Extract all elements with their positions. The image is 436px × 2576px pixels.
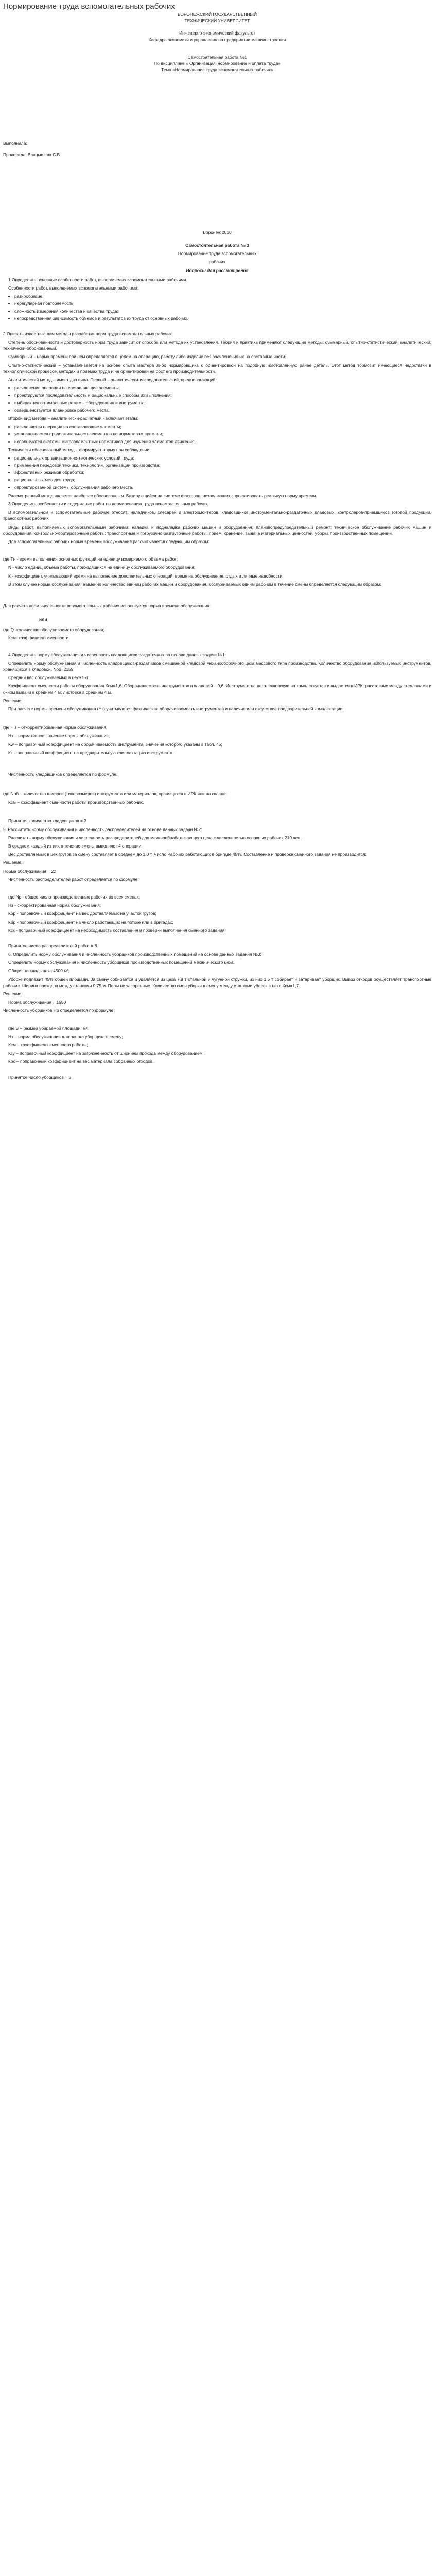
q6-paragraph: Нз – норма обслуживания для одного уборщика в смену; (8, 1033, 123, 1039)
q4-paragraph: Нз – нормативное значение нормы обслуживания; (8, 733, 110, 739)
q4b-paragraph: Ксм – коэффициент сменности работы производственных рабочих. (8, 800, 144, 805)
or-label: или (39, 617, 47, 622)
city-year: Воронеж 2010 (203, 230, 232, 235)
q2-paragraph: Рассмотренный метод является наиболее обоснованным. Базирующийся на системе факторов, позволяющих спроектировать реальную норму времени. (8, 493, 317, 498)
q2-paragraph: Суммарный – норма времени при нем определяется в целом на операцию, работу либо изделие без расчленения их на составные части. (8, 354, 286, 360)
work3-subtitle-1: Нормирование труда вспомогательных (178, 251, 257, 257)
q6-paragraph: Определить норму обслуживания и численность уборщиков производственных помещений механического цеха: (8, 960, 235, 965)
list-item: • рациональных организационно-технических условий труда; (14, 455, 431, 461)
formula1-explain: К - коэффициент, учитывающий время на выполнение дополнительных операций, время на обслуживание, отдых и личные надобности. (8, 573, 284, 579)
q5-paragraph: Кбр - поправочный коэффициент на число работающих на потоке или в бригадах; (8, 919, 173, 925)
q4-paragraph: Коэффициент сменности работы оборудования Ксм=1,6. Оборачиваемость инструментов в кладовой – 0,6. Инструмент на деталенковскую на комплектуется и выдается в ИРК; расстояние между стеллажами и окном выдачи в среднем 4 м; листовка в среднем 4 м. (3, 683, 431, 695)
list-item: • применения передовой техники, технологии, организации производства; (14, 462, 431, 468)
q2-paragraph: Опытно-статистический – устанавливается на основе опыта мастера либо нормировщика с ориентировкой на подобную изготовленную ранее деталь. Этот метод тормозит имеющиеся недостатки в технологической процессе, методах и приемах труда и не ориентирован на рост его производительности. (3, 362, 431, 374)
q6-paragraph: Уборке подлежит 45% общей площади. За смену собирается и удаляется из цеха 7,8 т стальной и чугунной стружки, из них 1,5 т собирает и затаривает уборщик. Вывоз отходов осуществляет транспортные рабочие. Ширина проходов между станками 0,75 м. Полы не засоренные. Количество смен уборки в смену между станками уборок в цехе Ксм=1,7. (3, 976, 431, 988)
q5-paragraph: В среднем каждый из них в течение смены выполняет 4 операции; (8, 843, 143, 849)
q4-paragraph: где Н'з – откорректированная норма обслуживания; (3, 725, 108, 731)
questions-heading: Вопросы для рассмотрения (186, 267, 249, 273)
list-item: • эффективных режимов обработки; (14, 469, 431, 476)
q4-paragraph: Кw – поправочный коэффициент на оборачиваемость инструмента, значения которого указаны в табл. 45; (8, 741, 222, 747)
list-item: • расчленяется операция на составляющие элементы; (14, 423, 431, 430)
list-item: • разнообразие; (14, 293, 431, 299)
q4b-result: Принятая количество кладовщиков = 3 (8, 818, 86, 824)
list-item: • проектируются последовательность и рациональные способы их выполнения; (14, 392, 431, 398)
q2-paragraph: Второй вид метода – аналитически-расчетный - включает этапы: (8, 415, 138, 421)
q5-paragraph: Нз - скорректированная норма обслуживания; (8, 903, 101, 908)
discipline: По дисциплине « Организация, нормирование и оплата труда» (154, 60, 281, 66)
q5-paragraph: Кор - поправочный коэффициент на вес доставляемых на участок грузов; (8, 911, 156, 917)
question-4: 4.Определить норму обслуживания и численность кладовщиков раздаточных на основе данных задачи №1: (8, 652, 226, 657)
work3-subtitle-2: рабочих (209, 259, 225, 265)
work3-section (3, 242, 431, 1082)
list-item: • спроектированной системы обслуживания рабочего места. (14, 484, 431, 490)
question-6: 6. Определить норму обслуживания и численность уборщиков производственных помещений на основе данных задания №3: (8, 952, 261, 957)
q3-paragraph: Для вспомогательных рабочих норма времени обслуживания рассчитывается следующим образом: (8, 538, 210, 544)
q3-paragraph: В вспомогательном и вспомогательные рабочие относят: наладчиков, слесарей и электромонтеров, кладовщиков инструментально-раздаточных кладовых, контролеров-приемщиков готовой продукции, транспортных рабочих. (3, 510, 431, 521)
q5-result: Принятое число распределителей работ = 6 (8, 943, 97, 948)
q4-paragraph: Кк – поправочный коэффициент на предварительную комплектацию инструмента. (8, 750, 174, 755)
list-item: • сложность измерения количества и качества труда; (14, 308, 431, 314)
formula1-explain: В этом случае норма обслуживания, а именно количество единиц рабочих машин и оборудования, обслуживаемых одним рабочим в течение смены определяется следующим образом: (8, 581, 381, 587)
work3-title: Самостоятельная работа № 3 (185, 243, 249, 248)
q6-paragraph: Норма обслуживания = 1550 (8, 999, 66, 1005)
q6-paragraph: Кос – поправочный коэффициент на вес материала собранных отходов. (8, 1059, 154, 1064)
formula2-explain: Ксм- коэффициент сменности. (8, 635, 70, 641)
formula1-explain: где Тн - время выполнения основных функций на единицу измеряемого объема работ; (3, 556, 178, 562)
formula1-explain: N - число единиц объема работы, приходящихся на единицу обслуживаемого оборудования; (8, 565, 196, 570)
formula2-explain: Для расчета норм численности вспомогательных рабочих используется норма времени обслуживания: (3, 603, 211, 608)
list-item: • расчленение операции на составляющие элементы; (14, 385, 431, 391)
list-item: • совершенствуется планировка рабочего места. (14, 407, 431, 413)
list-item: • используются системы микроэлементных нормативов для изучения элементов движения. (14, 438, 431, 445)
q2-list-2 (3, 423, 431, 445)
question-3: 3.Определить особенности и содержание работ по нормированию труда вспомогательных рабочих. (8, 501, 210, 506)
list-item: • выбираются оптимальные режимы оборудования и инструмента; (14, 400, 431, 406)
solution-label: Решение: (3, 860, 23, 866)
q5-paragraph: Кск - поправочный коэффициент на необходимость составления и проверки выполнения сменного задания. (8, 927, 226, 933)
q6-paragraph: Численность уборщиков Нр определяется по формуле: (3, 1008, 115, 1013)
department-name: Кафедра экономики и управления на предприятии машиностроения (148, 37, 286, 42)
question-1: 1.Определить основные особенности работ, выполняемых вспомогательными рабочими. (8, 277, 187, 282)
q1-list (3, 293, 431, 321)
q5-paragraph: Вес доставляемых в цех грузов за смену составляет в среднем до 1,0 т. Число Рабочих работающих в бригаде 45%. Составление и проверка сменного задания не производится; (8, 852, 367, 857)
topic: Тема «Нормирование труда вспомогательных рабочих» (161, 67, 273, 73)
q4b-paragraph: где Nоб – количество шифров (типоразмеров) инструмента или материалов, хранящихся в ИРК или на складе; (3, 791, 227, 797)
document-title: Нормирование труда вспомогательных рабочих (3, 2, 175, 11)
q4-paragraph: При расчете нормы времени обслуживания (Нз) учитывается фактическая оборачиваемость инструментов и наличие или отсутствие предварительной комплектации: (8, 706, 344, 711)
q4b-paragraph: Численность кладовщиков определяется по формуле: (8, 771, 118, 777)
work-number: Самостоятельная работа №1 (187, 54, 247, 60)
solution-label: Решение: (3, 991, 23, 996)
q1-lead: Особенности работ, выполняемых вспомогательными рабочими: (8, 285, 139, 291)
q2-paragraph: Технически обоснованный метод – формирует норму при соблюдении: (8, 447, 151, 452)
q5-paragraph: Численность распределителей работ определяется по формуле: (8, 876, 139, 882)
q3-paragraph: Виды работ, выполняемых вспомогательными рабочими: наладка и подналадка рабочих машин и оборудования; плановопредупредительный ремонт; техническое обслуживание рабочих машин и оборудования, контрольно-сортировочные работы; транспортные и погрузочно-разгрузочные работы; прием, хранение, выдача материальных ценностей; уборка производственных помещений. (3, 524, 431, 536)
title-page-header (3, 11, 431, 73)
list-item: • нерегулярная повторяемость; (14, 300, 431, 307)
university-name-line1: ВОРОНЕЖСКИЙ ГОСУДАРСТВЕННЫЙ (178, 12, 257, 17)
q6-paragraph: Общая площадь цеха 4500 м²; (8, 968, 70, 974)
q2-paragraph: Аналитический метод – имеет два вида. Первый – аналитически-исследовательский, предполагающий: (8, 377, 217, 382)
list-item: • устанавливается продолжительность элементов по нормативам времени; (14, 431, 431, 437)
performed-by: Выполнила: (3, 141, 27, 146)
q2-paragraph: Степень обоснованности и достоверность норм труда зависит от способа или метода их установления. Теория и практика применяют следующие методы: суммарный, опытно-статистический, аналитический; технически-обоснованный. (3, 340, 431, 351)
q2-list-3 (3, 455, 431, 490)
q6-paragraph: где S – размер убираемой площади, м²; (8, 1025, 89, 1031)
q6-result: Принятое число уборщиков = 3 (8, 1074, 72, 1080)
q5-paragraph: где Nр - общее число производственных рабочих во всех сменах; (8, 894, 141, 900)
q5-paragraph: Норма обслуживания = 22 (3, 868, 56, 874)
list-item: • непосредственная зависимость объемов и результатов их труда от основных рабочих. (14, 315, 431, 321)
q4-paragraph: Определить норму обслуживания и численность кладовщиков-раздатчиков смешанной кладовой механосборочного цеха массового типа производства. Количество оборудования используемых инструментов, хранящихся в кладовой, Nоб=2159 (3, 660, 431, 672)
q6-paragraph: Кзу – поправочный коэффициент на загрязненность от шириины прохода между оборудованием; (8, 1050, 204, 1056)
solution-label: Решение: (3, 698, 23, 703)
faculty-name: Инженерно-экономический факультет (179, 30, 255, 36)
signatures (3, 140, 431, 158)
formula2-explain: где Q -количество обслуживаемого оборудования; (3, 627, 104, 633)
q6-paragraph: Ксм – коэффициент сменности работы; (8, 1042, 88, 1047)
q2-list-1 (3, 385, 431, 413)
q4-paragraph: Средний вес обслуживаемых в цехе 5кг (8, 675, 89, 681)
list-item: • рациональных методов труда; (14, 477, 431, 483)
q5-paragraph: Рассчитать норму обслуживания и численность распределителей для механообрабатывающего цеха с численностью основных рабочих 210 чел. (8, 835, 302, 840)
university-name-line2: ТЕХНИЧЕСКИЙ УНИВЕРСИТЕТ (184, 18, 250, 24)
question-2: 2.Описать известные вам методы разработки норм труда вспомогательных рабочих. (3, 331, 173, 336)
question-5: 5. Рассчитать норму обслуживания и численность распределителей на основе данных задачи №2: (3, 826, 202, 832)
checked-by: Проверила: Ванцышева С.В. (3, 152, 61, 158)
